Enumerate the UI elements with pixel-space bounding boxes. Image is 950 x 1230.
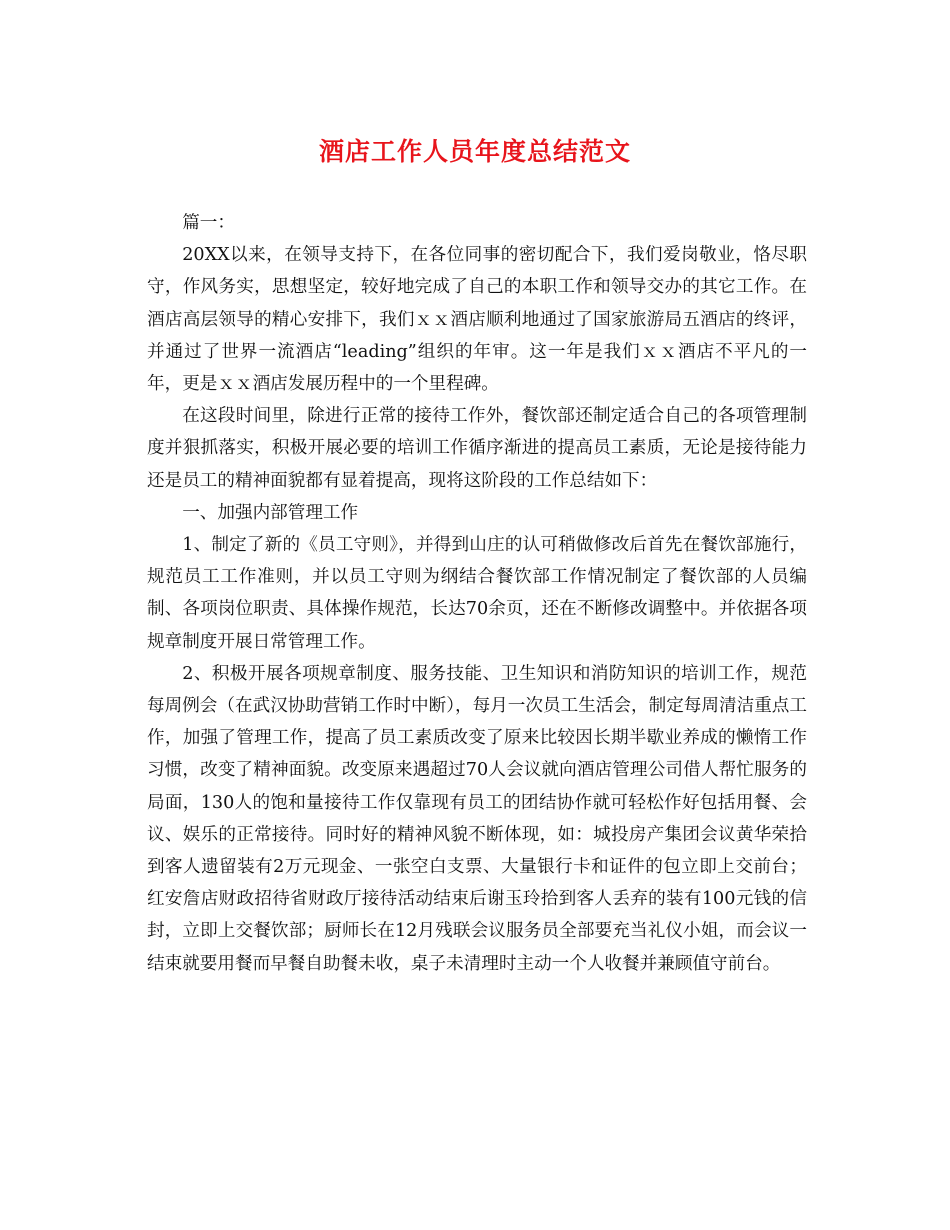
- paragraph-heading-internal-management: 一、加强内部管理工作: [182, 502, 359, 523]
- document-title: 酒店工作人员年度总结范文: [318, 137, 631, 166]
- paragraph-intro: 20XX以来，在领导支持下，在各位同事的密切配合下，我们爱岗敬业，恪尽职守，作风务实，思想坚定，较好地完成了自己的本职工作和领导交办的其它工作。在酒店高层领导的精心安排下，我们ｘｘ酒店顺利地通过了国家旅游局五酒店的终评，并通过了世界一流酒店“leading”组织的年审。这一年是我们ｘｘ酒店不平凡的一年，更是ｘｘ酒店发展历程中的一个里程碑。: [147, 245, 807, 395]
- document-body: [147, 207, 807, 980]
- paragraph-item-2: 2、积极开展各项规章制度、服务技能、卫生知识和消防知识的培训工作，规范每周例会（在武汉协助营销工作时中断），每月一次员工生活会，制定每周清洁重点工作，加强了管理工作，提高了员工素质改变了原来比较因长期半歇业养成的懒惰工作习惯，改变了精神面貌。改变原来遇超过70人会议就向酒店管理公司借人帮忙服务的局面，130人的饱和量接待工作仅靠现有员工的团结协作就可轻松作好包括用餐、会议、娱乐的正常接待。同时好的精神风貌不断体现，如：城投房产集团会议黄华荣拾到客人遗留装有2万元现金、一张空白支票、大量银行卡和证件的包立即上交前台；红安詹店财政招待省财政厅接待活动结束后谢玉玲拾到客人丢弃的装有100元钱的信封，立即上交餐饮部；厨师长在12月残联会议服务员全部要充当礼仪小姐，而会议一结束就要用餐而早餐自助餐未收，桌子未清理时主动一个人收餐并兼顾值守前台。: [147, 663, 807, 974]
- paragraph-section-label: 篇一：: [182, 213, 235, 233]
- paragraph-item-1: 1、制定了新的《员工守则》，并得到山庄的认可稍做修改后首先在餐饮部施行，规范员工工作准则，并以员工守则为纲结合餐饮部工作情况制定了餐饮部的人员编制、各项岗位职责、具体操作规范，长达70余页，还在不断修改调整中。并依据各项规章制度开展日常管理工作。: [147, 535, 807, 652]
- paragraph-overview: 在这段时间里，除进行正常的接待工作外，餐饮部还制定适合自己的各项管理制度并狠抓落实，积极开展必要的培训工作循序渐进的提高员工素质，无论是接待能力还是员工的精神面貌都有显着提高，现将这阶段的工作总结如下：: [147, 406, 807, 491]
